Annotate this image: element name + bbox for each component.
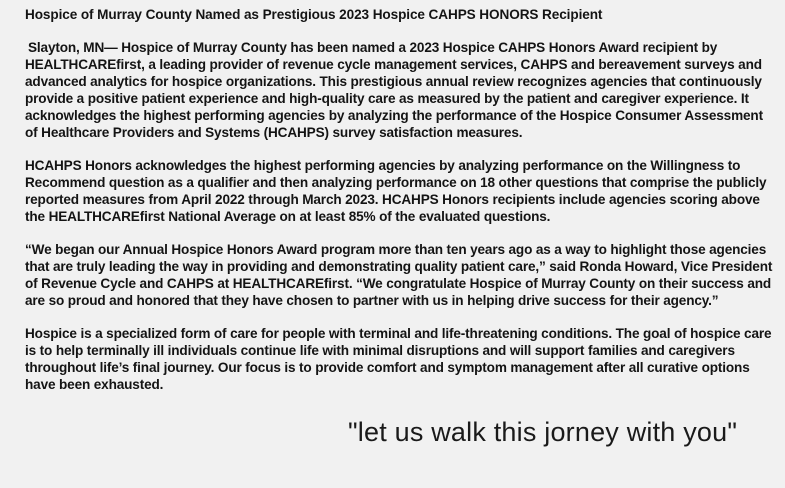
tagline: "let us walk this jorney with you" xyxy=(348,417,738,447)
paragraph-announcement: Slayton, MN— Hospice of Murray County has been named a 2023 Hospice CAHPS Honors Award recipient by HEALTHCAREfirst, a leading provider of revenue cycle management services, CAHPS and bereavement surveys and advanced analytics for hospice organizations. This prestigious annual review recognizes agencies that continuously provide a positive patient experience and high-quality care as measured by the patient and caregiver experience. It acknowledges the highest performing agencies by analyzing the performance of the Hospice Consumer Assessment of Healthcare Providers and Systems (HCAHPS) survey satisfaction measures. xyxy=(25,40,763,140)
paragraph-quote: “We began our Annual Hospice Honors Award program more than ten years ago as a way to highlight those agencies that are truly leading the way in providing and demonstrating quality patient care,” said Ronda Howard, Vice President of Revenue Cycle and CAHPS at HEALTHCAREfirst. “We congratulate Hospice of Murray County on their success and are so proud and honored that they have chosen to partner with us in helping drive success for their agency.” xyxy=(25,242,773,308)
paragraph-honors-criteria: HCAHPS Honors acknowledges the highest performing agencies by analyzing performance on the Willingness to Recommend question as a qualifier and then analyzing performance on 18 other questions that comprise the publicly reported measures from April 2022 through March 2023. HCAHPS Honors recipients include agencies scoring above the HEALTHCAREfirst National Average on at least 85% of the evaluated questions. xyxy=(25,158,767,224)
article xyxy=(25,6,777,409)
paragraph-hospice-description: Hospice is a specialized form of care for people with terminal and life-threatening conditions. The goal of hospice care is to help terminally ill individuals continue life with minimal disruptions and will support families and caregivers throughout life’s final journey. Our focus is to provide comfort and symptom management after all curative options have been exhausted. xyxy=(25,326,772,392)
article-title: Hospice of Murray County Named as Prestigious 2023 Hospice CAHPS HONORS Recipient xyxy=(25,7,603,22)
